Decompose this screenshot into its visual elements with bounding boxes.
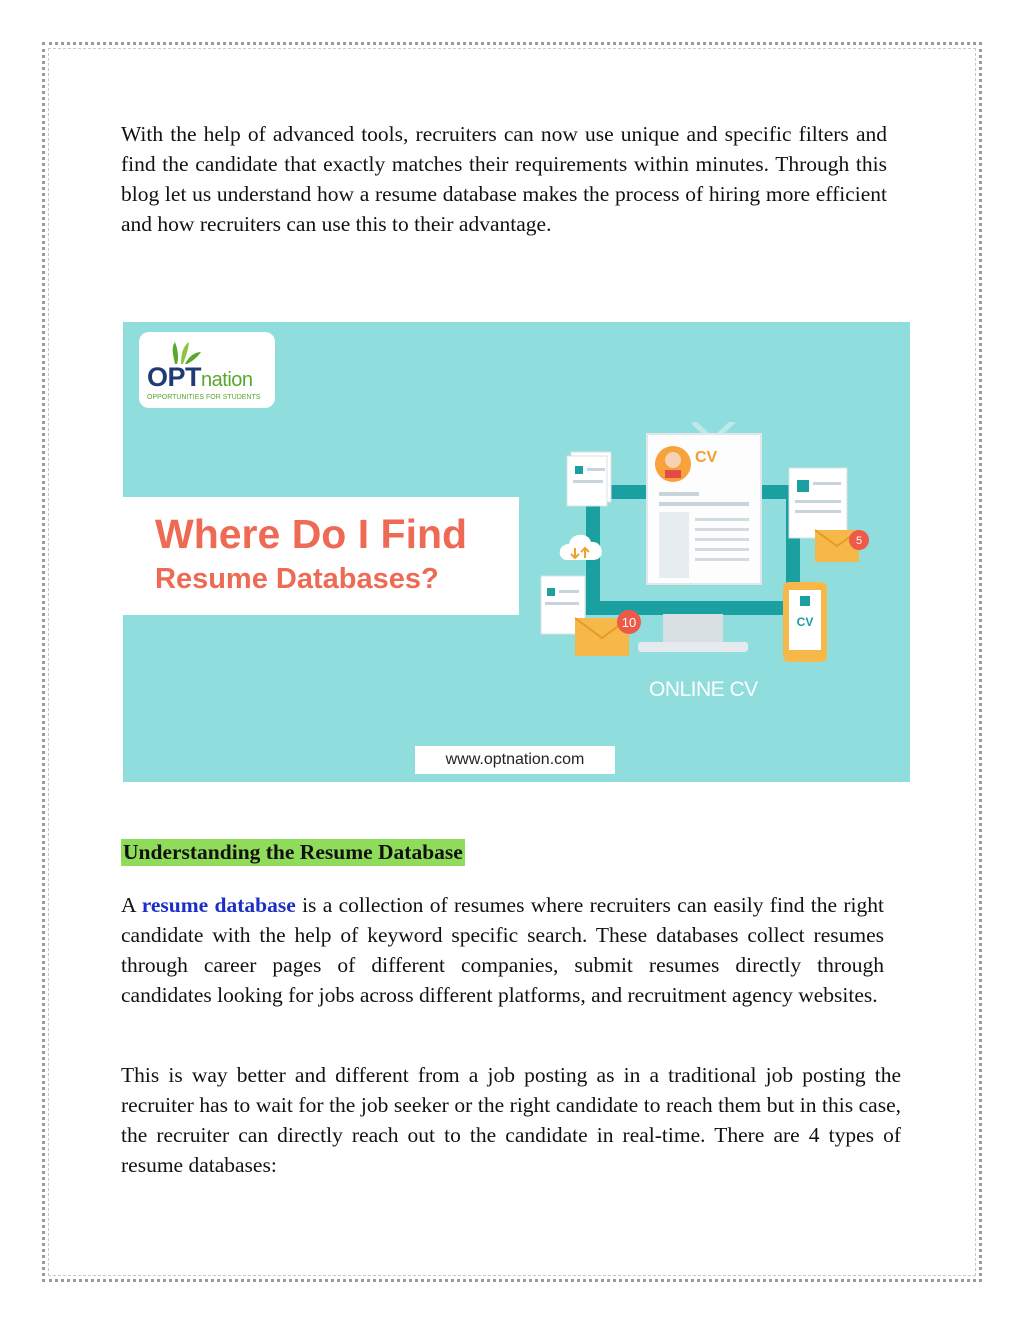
definition-rest: is a collection of resumes where recruiters can easily find the right candidate with the help of keyword specific search. These databases collect resumes through career pages of different companies, submit resumes directly through candidates looking for jobs across different platforms, and recruitment agency websites. bbox=[121, 893, 884, 1007]
banner-title-card bbox=[123, 497, 519, 615]
definition-paragraph bbox=[121, 890, 884, 1010]
cv-label: CV bbox=[695, 449, 718, 466]
intro-paragraph: With the help of advanced tools, recruiters can now use unique and specific filters and find the candidate that exactly matches their requirements within minutes. Through this blog let us understand how a resume database makes the process of hiring more efficient and how recruiters can use this to their advantage. bbox=[121, 122, 887, 236]
banner-title-line2: Resume Databases? bbox=[155, 563, 439, 595]
online-cv-label: ONLINE CV bbox=[649, 678, 758, 701]
badge-10-text: 10 bbox=[621, 615, 637, 630]
logo-opt-text: OPT bbox=[147, 362, 202, 392]
banner-image bbox=[123, 322, 910, 782]
banner-title-line1: Where Do I Find bbox=[155, 511, 468, 557]
phone-cv-label: CV bbox=[796, 615, 814, 629]
resume-database-link[interactable]: resume database bbox=[141, 893, 296, 917]
online-cv-illustration bbox=[523, 422, 903, 682]
optnation-logo bbox=[139, 332, 275, 408]
logo-nation-text: nation bbox=[201, 369, 253, 391]
banner-url: www.optnation.com bbox=[415, 746, 615, 774]
section-heading: Understanding the Resume Database bbox=[123, 840, 463, 864]
logo-tagline: OPPORTUNITIES FOR STUDENTS bbox=[147, 394, 261, 401]
badge-5-text: 5 bbox=[855, 535, 863, 547]
definition-prefix: A bbox=[121, 893, 142, 917]
comparison-paragraph: This is way better and different from a job posting as in a traditional job posting the recruiter has to wait for the job seeker or the right candidate to reach them but in this case, the recruiter can directly reach out to the candidate in real-time. There are 4 types of resume databases: bbox=[121, 1063, 901, 1177]
